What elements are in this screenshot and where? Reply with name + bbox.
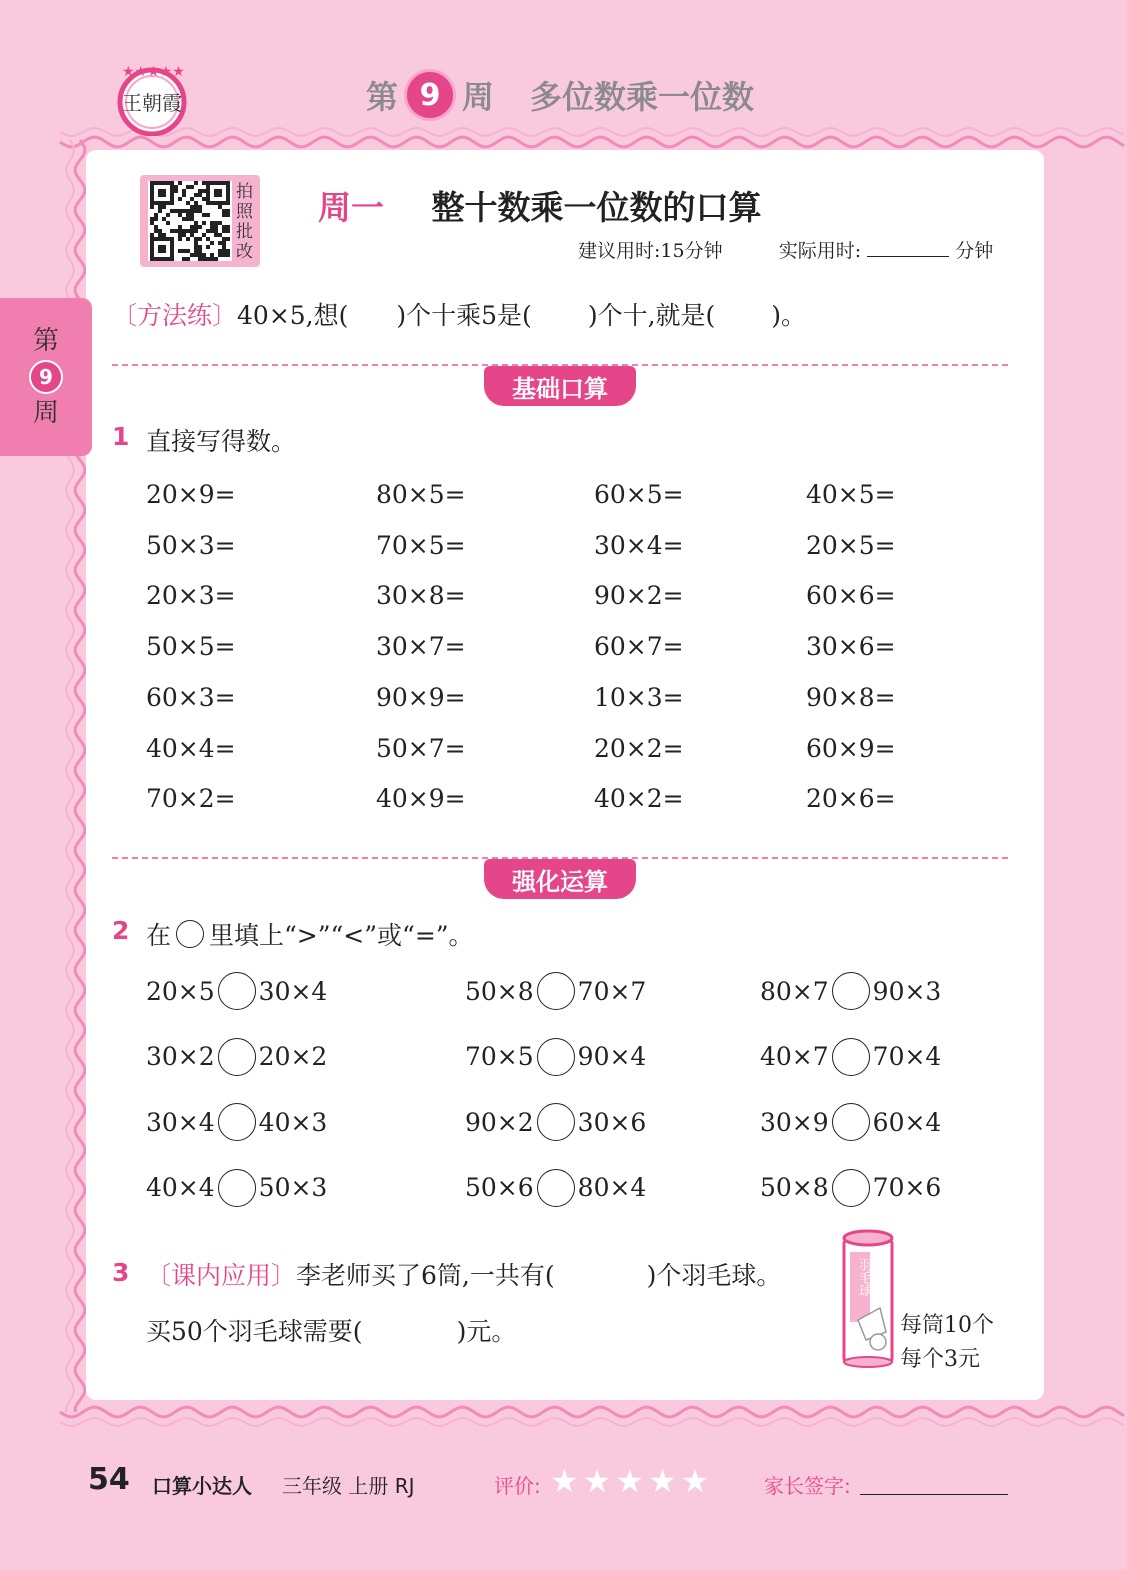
comparison-right: 70×6 [872,1173,942,1202]
time-info [578,236,993,263]
parent-sign-label: 家长签字: [764,1474,851,1498]
side-tab-suffix: 周 [32,398,59,428]
week-header [366,70,754,120]
comparison-circle[interactable] [832,1038,870,1076]
comparison-right: 70×7 [577,976,647,1006]
book-title: 口算小达人 [152,1474,252,1498]
prompt-circle-icon [176,920,204,948]
rating-star-icon[interactable]: ★ [582,1462,612,1500]
comparison-item [760,1169,941,1207]
section-reinforce-title: 强化运算 [484,859,636,899]
note-per-tube: 每筒10个 [900,1313,994,1338]
question-2-prompt [146,916,474,952]
oral-calc-item[interactable]: 30×6= [806,632,896,662]
comparison-left: 30×4 [146,1107,215,1137]
method-part-3: )个十,就是( [587,301,716,330]
comparison-item [465,1103,646,1141]
comparison-left: 90×2 [465,1107,534,1137]
rating-label: 评价: [494,1474,541,1498]
question-1-number: 1 [112,422,130,451]
week-side-tab [0,298,92,456]
comparison-left: 20×5 [146,976,215,1006]
method-practice [112,296,806,332]
week-suffix: 周 [462,78,495,116]
comparison-item [465,1038,646,1076]
comparison-right: 50×3 [258,1173,328,1202]
method-part-4: )。 [771,301,807,330]
oral-calc-item[interactable]: 40×9= [376,784,466,814]
lesson-title [318,182,762,229]
tube-label: 羽毛球 [856,1258,871,1297]
oral-calc-item[interactable]: 50×3= [146,530,236,560]
comparison-item [465,972,646,1010]
actual-time-label: 实际用时: [778,240,862,262]
method-part-2: )个十乘5是( [396,301,532,330]
question-3-text-2b: )元。 [456,1317,517,1346]
comparison-left: 50×8 [760,1173,829,1202]
question-3-tag: 〔课内应用〕 [146,1261,297,1290]
svg-text:★★★★★: ★★★★★ [122,64,185,80]
week-number-badge: 9 [404,69,456,121]
comparison-left: 40×4 [146,1173,215,1202]
comparison-circle[interactable] [832,972,870,1010]
question-3-number: 3 [112,1258,130,1287]
oral-calc-item[interactable]: 10×3= [594,682,684,712]
oral-calc-item[interactable]: 20×2= [594,733,684,763]
oral-calc-item[interactable]: 70×5= [376,530,466,560]
comparison-right: 30×4 [258,976,328,1006]
comparison-circle[interactable] [218,1038,256,1076]
question-3-text-1a: 李老师买了6筒,一共有( [296,1261,555,1290]
comparison-right: 90×3 [872,976,942,1006]
comparison-item [146,972,327,1010]
rating-star-icon[interactable]: ★ [615,1462,645,1500]
oral-calc-item[interactable]: 40×4= [146,733,236,763]
rating-stars [550,1464,709,1498]
comparison-item [760,1038,941,1076]
side-tab-number: 9 [29,360,63,394]
oral-calc-item[interactable]: 40×2= [594,784,684,814]
question-3-text-1b: )个羽毛球。 [646,1261,782,1290]
question-2-prompt-b: 里填上“>”“<”或“=”。 [209,921,474,950]
actual-time-blank[interactable] [867,256,949,257]
rating-star-icon[interactable]: ★ [648,1462,677,1500]
oral-calc-item[interactable]: 60×6= [806,581,896,611]
oral-calc-item[interactable]: 60×3= [146,682,236,712]
comparison-right: 70×4 [872,1042,942,1071]
comparison-item [760,1103,941,1141]
oral-calc-item[interactable]: 50×5= [146,632,236,662]
shuttlecock-tube-illustration [836,1228,900,1374]
svg-text:王朝霞: 王朝霞 [122,91,182,115]
comparison-circle[interactable] [218,1169,256,1207]
comparison-circle[interactable] [537,1103,575,1141]
note-per-piece: 每个3元 [900,1347,980,1372]
comparison-right: 20×2 [258,1042,328,1071]
oral-calc-item[interactable]: 40×5= [806,480,896,509]
comparison-circle[interactable] [832,1169,870,1207]
oral-calc-item[interactable]: 20×9= [146,480,236,509]
question-1-prompt: 直接写得数。 [146,427,297,456]
qr-code-icon [148,181,232,261]
method-tag: 〔方法练〕 [112,301,238,330]
week-prefix: 第 [366,78,399,116]
comparison-item [760,972,941,1010]
question-2-number: 2 [112,916,130,945]
lesson-name: 整十数乘一位数的口算 [431,188,762,227]
worksheet-panel [86,150,1044,1400]
comparison-item [146,1169,327,1207]
publisher-logo [112,60,192,136]
comparison-right: 30×6 [577,1107,647,1137]
side-tab-prefix: 第 [32,326,59,356]
comparison-right: 90×4 [577,1042,647,1071]
parent-sign-blank[interactable] [860,1494,1008,1495]
comparison-circle[interactable] [218,1103,256,1141]
oral-calc-item[interactable]: 90×8= [806,682,896,712]
comparison-left: 70×5 [465,1042,534,1071]
comparison-item [146,1038,327,1076]
comparison-right: 80×4 [577,1173,647,1202]
comparison-circle[interactable] [537,1169,575,1207]
oral-calc-item[interactable]: 30×4= [594,530,684,560]
oral-calc-item[interactable]: 90×9= [376,682,466,712]
oral-calc-item[interactable]: 60×5= [594,480,684,509]
comparison-right: 60×4 [872,1107,942,1137]
question-3-line-2 [146,1312,516,1348]
rating-star-icon[interactable]: ★ [550,1462,579,1500]
comparison-right: 40×3 [258,1107,328,1137]
comparison-left: 30×2 [146,1042,215,1071]
question-3-text-2a: 买50个羽毛球需要( [146,1317,363,1346]
page-footer [0,1458,1127,1508]
oral-calc-item[interactable]: 30×7= [376,632,466,662]
rating-star-icon[interactable]: ★ [680,1462,710,1500]
actual-time-unit: 分钟 [955,240,994,262]
oral-calc-item[interactable]: 20×3= [146,581,236,611]
unit-topic: 多位数乘一位数 [530,78,755,116]
day-label: 周一 [318,188,384,227]
oral-calc-item[interactable]: 30×8= [376,581,466,611]
comparison-left: 40×7 [760,1042,829,1071]
oral-calc-item[interactable]: 20×5= [806,530,896,560]
section-basic-title: 基础口算 [484,366,636,406]
comparison-left: 50×6 [465,1173,534,1202]
question-2-prompt-a: 在 [146,921,172,950]
method-part-1: 40×5,想( [237,301,349,330]
comparison-circle[interactable] [832,1103,870,1141]
oral-calc-item[interactable]: 80×5= [376,480,466,509]
comparison-item [465,1169,646,1207]
comparison-circle[interactable] [218,972,256,1010]
comparison-circle[interactable] [537,1038,575,1076]
question-3-line-1 [146,1256,781,1292]
comparison-left: 50×8 [465,976,534,1006]
comparison-item [146,1103,327,1141]
oral-calc-item[interactable]: 60×9= [806,733,896,763]
page-number: 54 [88,1462,130,1497]
oral-calc-item[interactable]: 70×2= [146,784,236,814]
oral-calc-item[interactable]: 90×2= [594,581,684,611]
oral-calc-item[interactable]: 50×7= [376,733,466,763]
comparison-circle[interactable] [537,972,575,1010]
suggested-time: 建议用时:15分钟 [578,240,723,262]
comparison-left: 80×7 [760,976,829,1006]
qr-label: 拍照批改 [236,182,253,262]
oral-calc-item[interactable]: 60×7= [594,632,684,662]
grade-info: 三年级 上册 RJ [282,1474,415,1498]
comparison-left: 30×9 [760,1107,829,1137]
oral-calc-item[interactable]: 20×6= [806,784,896,814]
